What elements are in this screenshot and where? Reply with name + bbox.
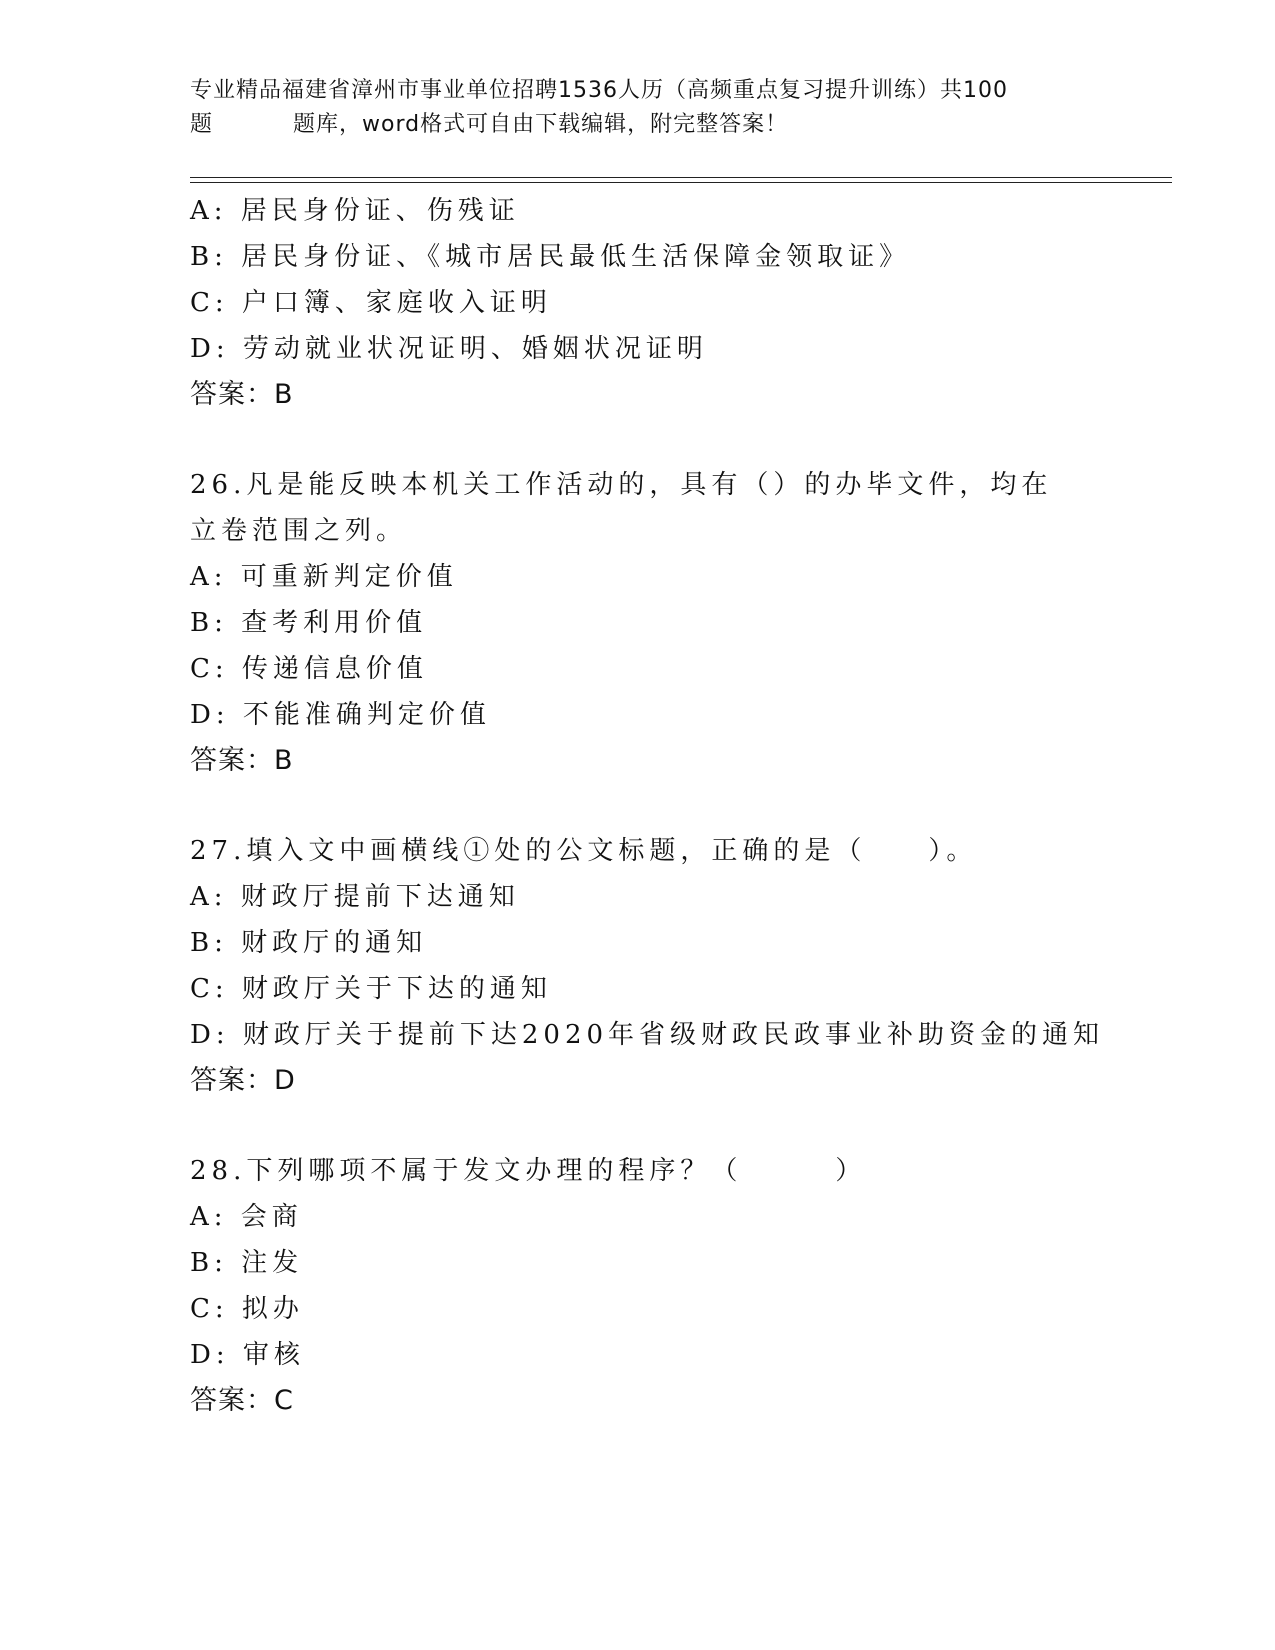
document-body — [190, 188, 1105, 1424]
question-stem: 28.下列哪项不属于发文办理的程序？（ ） — [190, 1156, 867, 1186]
option-c: C: 拟办 — [190, 1294, 304, 1324]
option-d: D: 不能准确判定价值 — [190, 700, 491, 730]
option-c: C: 户口簿、家庭收入证明 — [190, 288, 552, 318]
header-line-2-tail: 题库，word格式可自由下载编辑，附完整答案！ — [293, 112, 789, 137]
answer-line: 答案：B — [190, 745, 294, 776]
option-b: B: 财政厅的通知 — [190, 928, 428, 958]
option-c: C: 传递信息价值 — [190, 654, 428, 684]
question-26 — [190, 462, 1090, 784]
option-a: A: 会商 — [190, 1202, 303, 1232]
option-b: B: 注发 — [190, 1248, 304, 1278]
answer-line: 答案：C — [190, 1385, 294, 1416]
header-title-line-1: 专业精品福建省漳州市事业单位招聘1536人历（高频重点复习提升训练）共100 — [190, 78, 1008, 103]
question-stem: 27.填入文中画横线①处的公文标题，正确的是（ ）。 — [190, 836, 978, 866]
option-b: B: 居民身份证、《城市居民最低生活保障金领取证》 — [190, 242, 911, 272]
question-27 — [190, 828, 1105, 1104]
answer-line: 答案：B — [190, 379, 294, 410]
option-a: A: 财政厅提前下达通知 — [190, 882, 520, 912]
question-25-continuation — [190, 188, 1090, 418]
option-a: A: 居民身份证、伤残证 — [190, 196, 520, 226]
option-d: D: 劳动就业状况证明、婚姻状况证明 — [190, 334, 708, 364]
question-28 — [190, 1148, 1090, 1424]
header-divider-bottom — [190, 182, 1172, 183]
header-title-line-2 — [190, 108, 1070, 142]
question-stem: 26.凡是能反映本机关工作活动的，具有（）的办毕文件，均在立卷范围之列。 — [190, 470, 1053, 546]
option-c: C: 财政厅关于下达的通知 — [190, 974, 552, 1004]
header-divider-top — [190, 177, 1172, 178]
option-b: B: 查考利用价值 — [190, 608, 428, 638]
answer-line: 答案：D — [190, 1065, 296, 1096]
header-line-2-lead: 题 — [190, 112, 214, 137]
option-a: A: 可重新判定价值 — [190, 562, 458, 592]
option-d: D: 财政厅关于提前下达2020年省级财政民政事业补助资金的通知 — [190, 1020, 1105, 1050]
document-header — [190, 74, 1070, 142]
option-d: D: 审核 — [190, 1340, 305, 1370]
